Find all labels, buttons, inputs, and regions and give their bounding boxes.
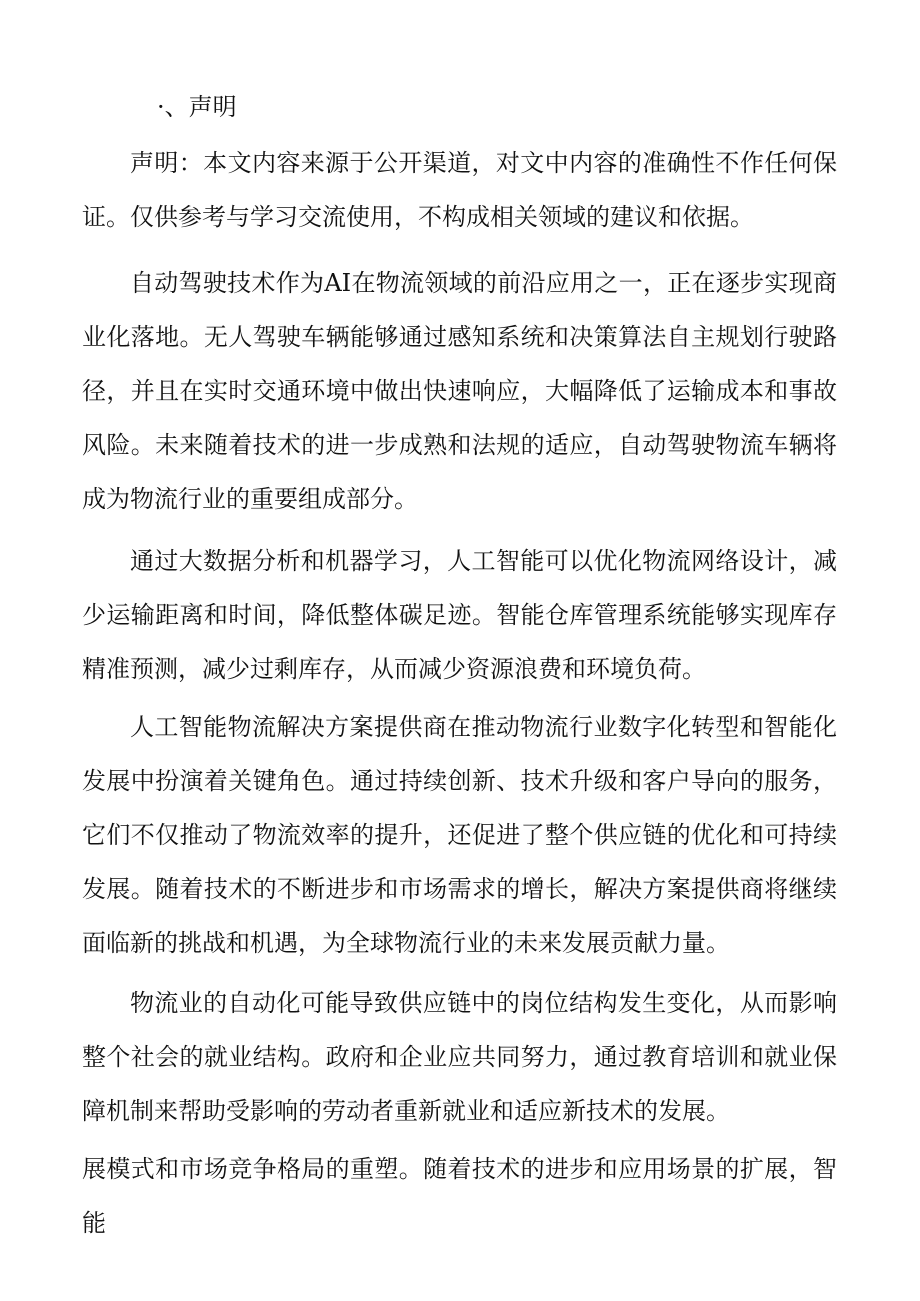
paragraph-autonomous-driving: 自动驾驶技术作为AI在物流领域的前沿应用之一，正在逐步实现商业化落地。无人驾驶车辆能够通过感知系统和决策算法自主规划行驶路径，并且在实时交通环境中做出快速响应，大幅降低了运输成本和事故风险。未来随着技术的进一步成熟和法规的适应，自动驾驶物流车辆将成为物流行业的重要组成部分。 — [82, 269, 837, 513]
paragraph-continuation: 展模式和市场竞争格局的重塑。随着技术的进步和应用场景的扩展，智能 — [82, 1155, 837, 1237]
paragraph-big-data: 通过大数据分析和机器学习，人工智能可以优化物流网络设计，减少运输距离和时间，降低整体碳足迹。智能仓库管理系统能够实现库存精准预测，减少过剩库存，从而减少资源浪费和环境负荷。 — [82, 547, 837, 683]
paragraph-disclaimer: 声明：本文内容来源于公开渠道，对文中内容的准确性不作任何保证。仅供参考与学习交流使用，不构成相关领域的建议和依据。 — [82, 149, 837, 231]
paragraph-solution-providers: 人工智能物流解决方案提供商在推动物流行业数字化转型和智能化发展中扮演着关键角色。通过持续创新、技术升级和客户导向的服务，它们不仅推动了物流效率的提升，还促进了整个供应链的优化和可持续发展。随着技术的不断进步和市场需求的增长，解决方案提供商将继续面临新的挑战和机遇，为全球物流行业的未来发展贡献力量。 — [82, 713, 837, 957]
section-heading: ·、声明 — [157, 93, 237, 121]
paragraph-employment: 物流业的自动化可能导致供应链中的岗位结构发生变化，从而影响整个社会的就业结构。政府和企业应共同努力，通过教育培训和就业保障机制来帮助受影响的劳动者重新就业和适应新技术的发展。 — [82, 989, 837, 1125]
